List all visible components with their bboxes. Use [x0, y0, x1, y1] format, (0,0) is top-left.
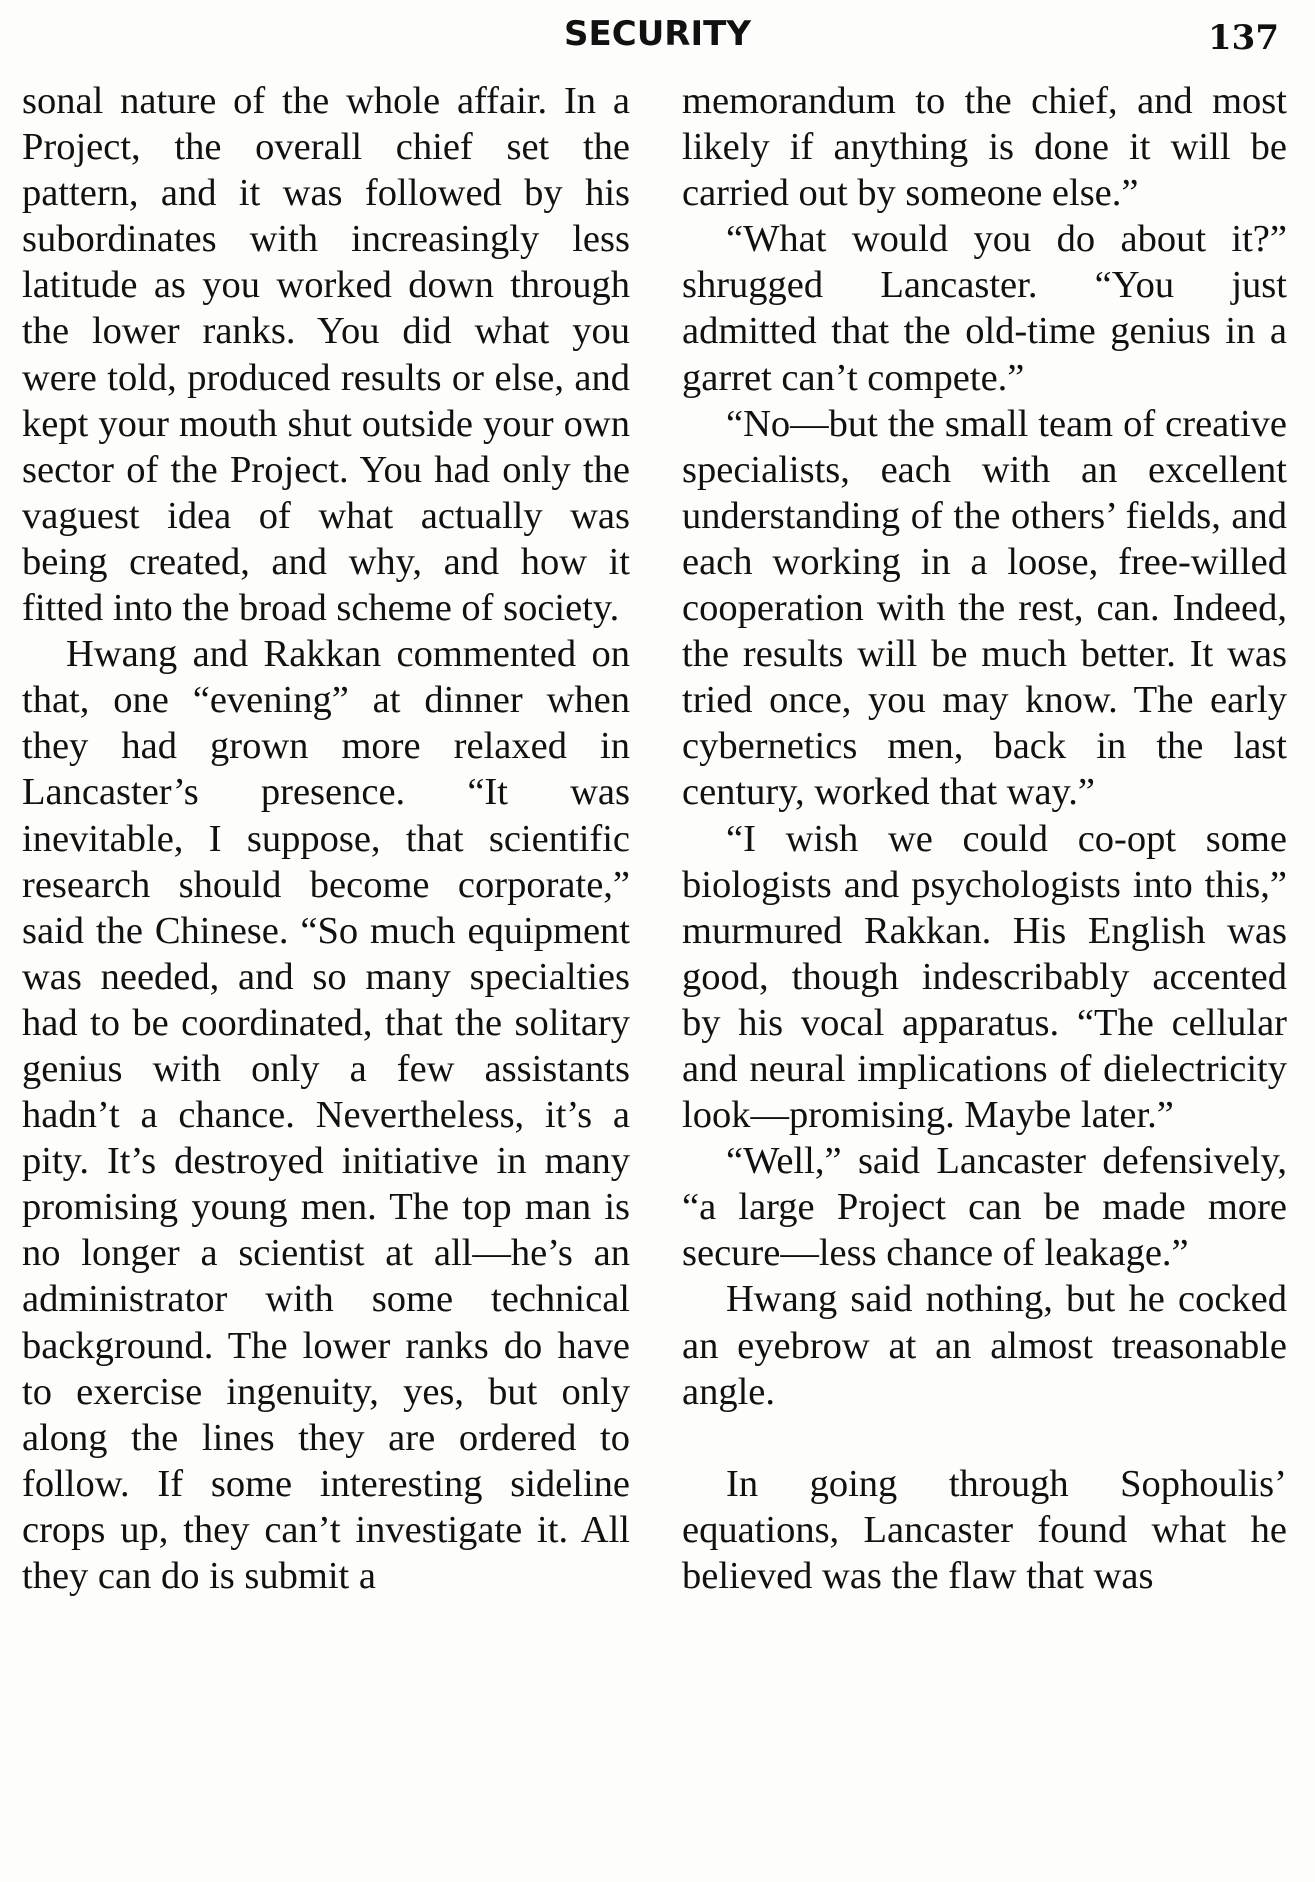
- paragraph: In going through Sophoulis’ equations, Lancaster found what he believed was the flaw that was: [682, 1462, 1287, 1597]
- right-column: [682, 78, 1287, 1599]
- paragraph: “I wish we could co-opt some biologists and psychologists into this,” murmured Rakkan. His English was good, though indescribably accented by his vocal apparatus. “The cellular and neural implications of dielectricity look—promising. Maybe later.”: [682, 817, 1287, 1137]
- paragraph: Hwang and Rakkan commented on that, one “evening” at dinner when they had grown more relaxed in Lancaster’s presence. “It was inevitable, I suppose, that scientific research should become corporate,” said the Chinese. “So much equipment was needed, and so many specialties had to be coordinated, that the solitary genius with only a few assistants hadn’t a chance. Nevertheless, it’s a pity. It’s destroyed initiative in many promising young men. The top man is no longer a scientist at all—he’s an administrator with some technical background. The lower ranks do have to exercise ingenuity, yes, but only along the lines they are ordered to follow. If some interesting sideline crops up, they can’t investigate it. All they can do is submit a: [22, 633, 630, 1597]
- paragraph: Hwang said nothing, but he cocked an eyebrow at an almost treasonable angle.: [682, 1278, 1287, 1413]
- paragraph: “What would you do about it?” shrugged Lancaster. “You just admitted that the old-time genius in a garret can’t compete.”: [682, 218, 1287, 399]
- paragraph: sonal nature of the whole affair. In a Project, the overall chief set the pattern, and it was followed by his subordinates with increasingly less latitude as you worked down through the lower ranks. You did what you were told, produced results or else, and kept your mouth shut outside your own sector of the Project. You had only the vaguest idea of what actually was being created, and why, and how it fitted into the broad scheme of society.: [22, 80, 630, 630]
- paragraph: memorandum to the chief, and most likely if anything is done it will be carried out by someone else.”: [682, 80, 1287, 215]
- paragraph: “Well,” said Lancaster defensively, “a large Project can be made more secure—less chance of leakage.”: [682, 1140, 1287, 1275]
- page-number: 137: [1208, 18, 1279, 58]
- running-title: SECURITY: [564, 14, 751, 54]
- paragraph: “No—but the small team of creative specialists, each with an excellent understanding of the others’ fields, and each working in a loose, free-willed cooperation with the rest, can. Indeed, the results will be much better. It was tried once, you may know. The early cybernetics men, back in the last century, worked that way.”: [682, 402, 1287, 814]
- left-column: [22, 78, 630, 1599]
